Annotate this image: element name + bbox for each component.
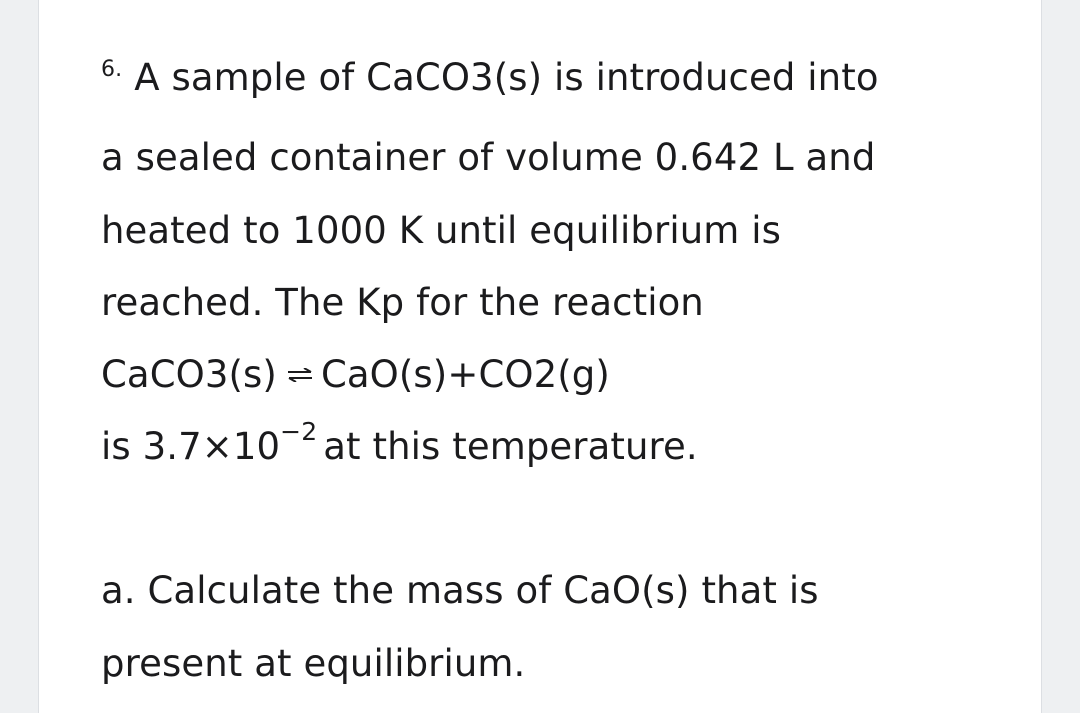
- part-a-text-2: present at equilibrium.: [101, 642, 526, 685]
- part-a-line-2: [101, 642, 525, 686]
- equilibrium-constant-line: [101, 416, 698, 469]
- reaction-products: CaO(s)+CO2(g): [320, 353, 610, 396]
- question-card: [38, 0, 1042, 713]
- question-text-line-2: a sealed container of volume 0.642 L and: [101, 136, 876, 179]
- part-a-line-1: [101, 569, 819, 613]
- reaction-reactant: CaCO3(s): [101, 353, 277, 396]
- kp-suffix: at this temperature.: [323, 425, 698, 468]
- reaction-equation: [101, 353, 610, 397]
- equilibrium-arrow-icon: [287, 368, 313, 382]
- question-line-2: [101, 136, 875, 180]
- question-text-line-3: heated to 1000 K until equilibrium is: [101, 209, 782, 252]
- kp-exponent: −2: [280, 416, 318, 446]
- question-text-line-1: A sample of CaCO3(s) is introduced into: [134, 56, 879, 99]
- question-line-3: [101, 209, 781, 253]
- question-number: 6.: [101, 57, 123, 82]
- part-a-text-1: a. Calculate the mass of CaO(s) that is: [101, 569, 819, 612]
- question-line-1: [101, 56, 879, 106]
- question-text-line-4: reached. The Kp for the reaction: [101, 281, 704, 324]
- kp-value: is 3.7×10: [101, 425, 281, 468]
- question-line-4: [101, 281, 704, 325]
